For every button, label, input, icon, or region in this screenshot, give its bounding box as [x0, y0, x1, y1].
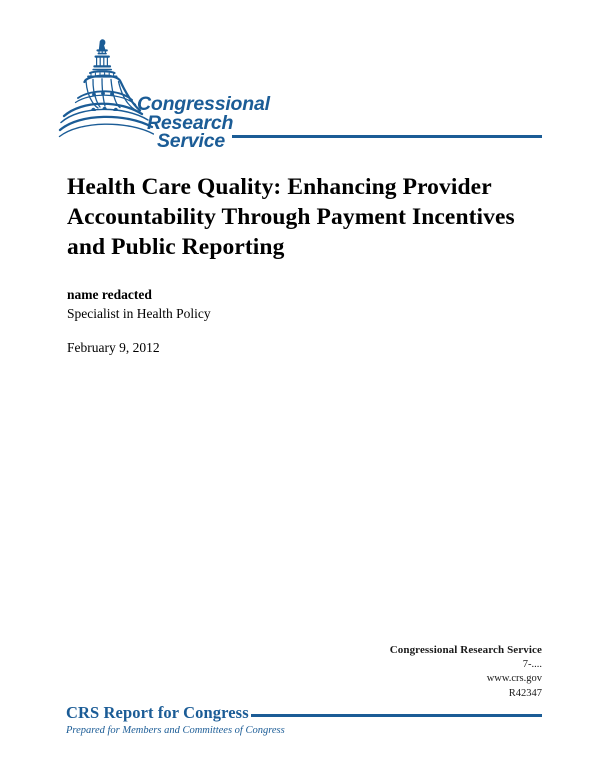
masthead [0, 0, 600, 150]
contact-phone: 7-.... [522, 658, 542, 670]
masthead-divider [232, 135, 542, 138]
wordmark-line-research: Research [147, 111, 234, 134]
wordmark-line-service: Service [157, 130, 225, 152]
contact-website[interactable]: www.crs.gov [486, 673, 542, 684]
author-block [67, 285, 467, 323]
banner-title: CRS Report for Congress [66, 703, 249, 722]
banner-subtitle: Prepared for Members and Committees of Congress [66, 725, 285, 736]
contact-block [242, 643, 542, 701]
banner-divider [251, 714, 542, 717]
page-title: Health Care Quality: Enhancing Provider Accountability Through Payment Incentives and Public Reporting [67, 174, 515, 260]
crs-wordmark [137, 95, 270, 151]
publication-date: February 9, 2012 [67, 340, 160, 355]
title-block [67, 172, 537, 262]
bottom-banner [66, 703, 542, 736]
wordmark-line-congressional: Congressional [137, 93, 270, 115]
report-id: R42347 [508, 687, 542, 699]
author-name: name redacted [67, 287, 152, 302]
banner-row [66, 703, 542, 723]
author-role: Specialist in Health Policy [67, 306, 211, 321]
contact-organization: Congressional Research Service [389, 644, 542, 656]
